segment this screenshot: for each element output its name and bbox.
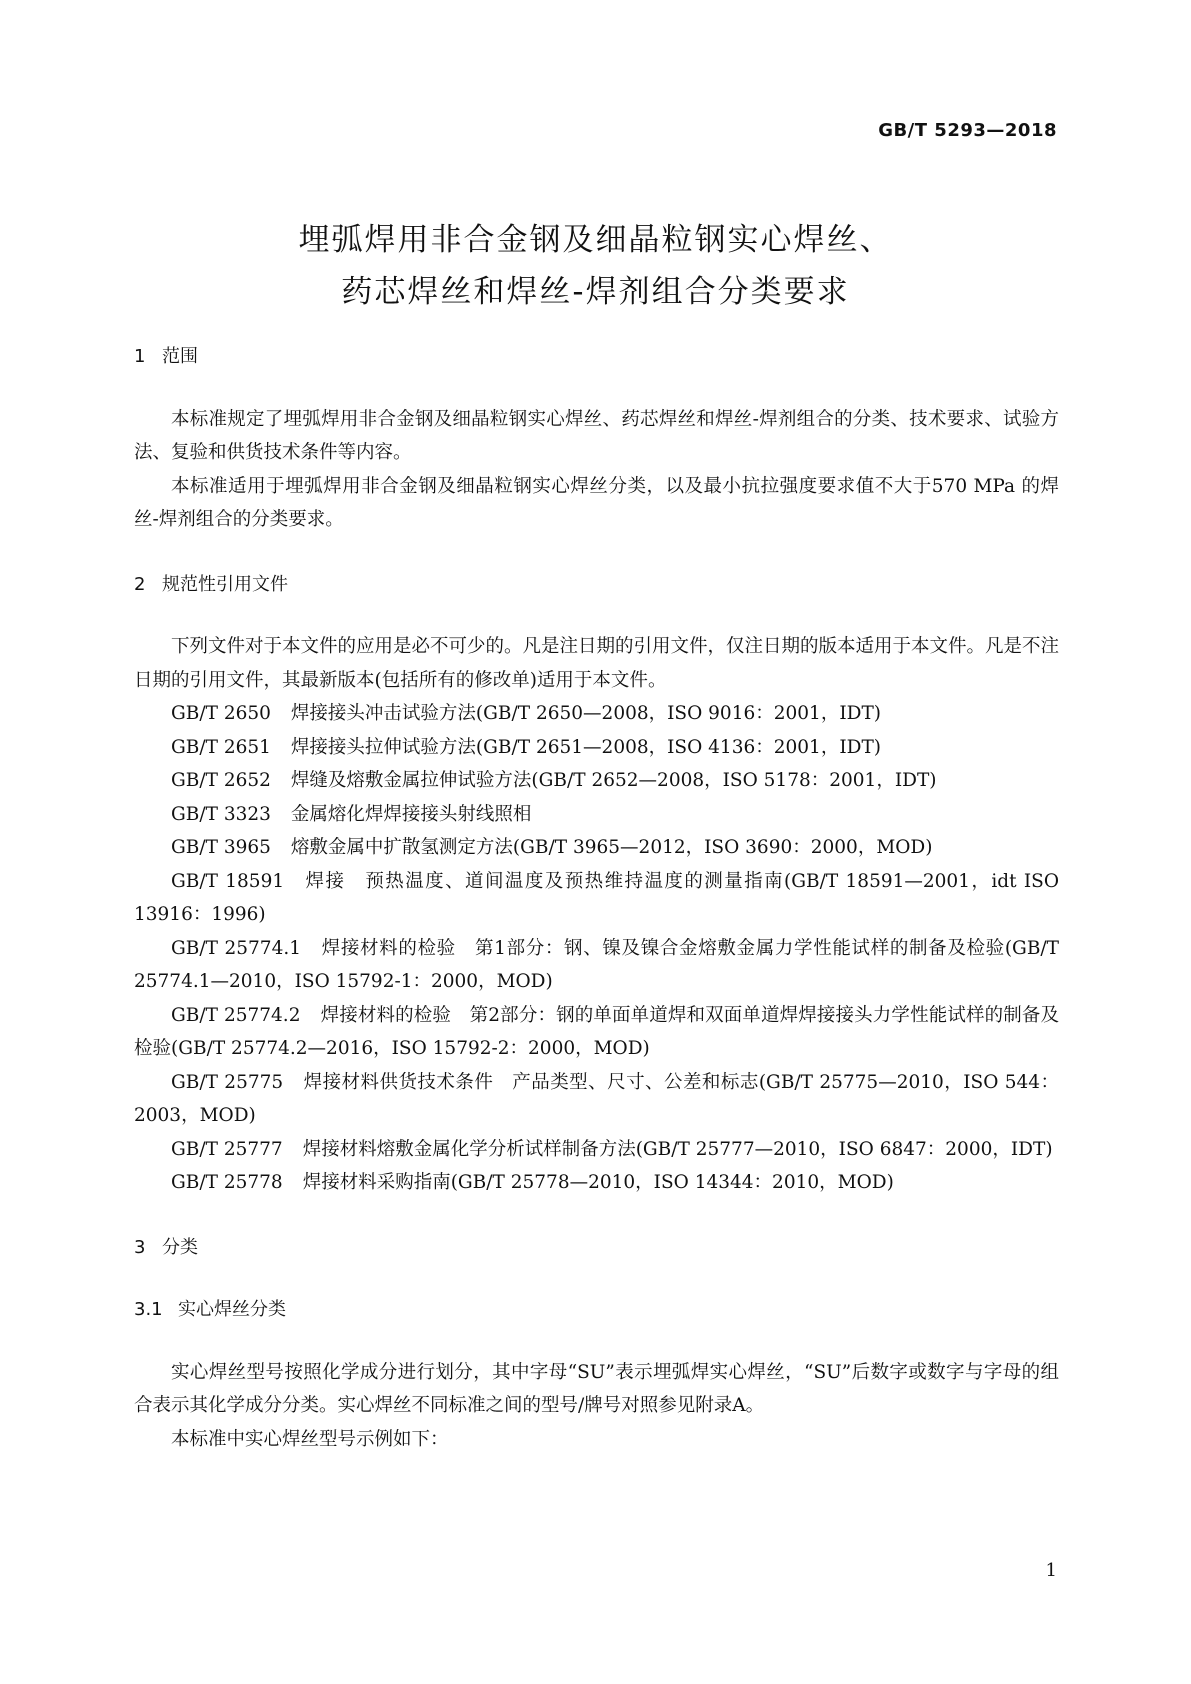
standard-code: GB/T 5293—2018: [878, 120, 1057, 141]
document-title: [0, 214, 1191, 318]
reference-code: GB/T 2651: [171, 736, 271, 758]
reference-item: [134, 1066, 1059, 1133]
reference-item: [134, 999, 1059, 1066]
reference-item: [134, 932, 1059, 999]
reference-title: 焊接接头拉伸试验方法(GB/T 2651—2008，ISO 4136：2001，IDT): [290, 736, 882, 758]
reference-item: [134, 865, 1059, 932]
reference-item: [134, 731, 1059, 765]
title-line-1: 埋弧焊用非合金钢及细晶粒钢实心焊丝、: [298, 222, 893, 258]
reference-title: 焊缝及熔敷金属拉伸试验方法(GB/T 2652—2008，ISO 5178：2001，IDT): [290, 770, 937, 791]
reference-item: [134, 798, 1059, 832]
reference-code: GB/T 2652: [171, 770, 271, 791]
reference-code: GB/T 25778: [171, 1172, 283, 1193]
reference-title: 熔敷金属中扩散氢测定方法(GB/T 3965—2012，ISO 3690：2000，MOD): [290, 837, 933, 858]
reference-title: 焊接材料供货技术条件 产品类型、尺寸、公差和标志(GB/T 25775—2010，ISO 544：2003，MOD): [134, 1071, 1059, 1126]
reference-item: [134, 697, 1059, 731]
subsection-heading-solid-wire: [134, 1293, 1059, 1327]
section-number: 1: [134, 346, 146, 367]
scope-paragraph: 本标准适用于埋弧焊用非合金钢及细晶粒钢实心焊丝分类，以及最小抗拉强度要求值不大于570 MPa 的焊丝-焊剂组合的分类要求。: [134, 475, 1059, 530]
reference-title: 金属熔化焊焊接接头射线照相: [290, 803, 532, 825]
reference-title: 焊接材料的检验 第2部分：钢的单面单道焊和双面单道焊焊接接头力学性能试样的制备及检验(GB/T 25774.2—2016，ISO 15792-2：2000，MOD): [134, 1004, 1059, 1059]
reference-code: GB/T 3323: [171, 803, 271, 825]
reference-item: [134, 1166, 1059, 1200]
reference-code: GB/T 2650: [171, 703, 271, 724]
section-number: 2: [134, 573, 146, 595]
section-title: 范围: [162, 346, 198, 367]
reference-code: GB/T 25775: [171, 1071, 284, 1093]
reference-item: [134, 1133, 1059, 1167]
section-title: 分类: [162, 1236, 198, 1258]
reference-title: 焊接材料采购指南(GB/T 25778—2010，ISO 14344：2010，MOD): [302, 1172, 894, 1193]
solid-wire-paragraph: 实心焊丝型号按照化学成分进行划分，其中字母“SU”表示埋弧焊实心焊丝，“SU”后数字或数字与字母的组合表示其化学成分分类。实心焊丝不同标准之间的型号/牌号对照参见附录A。: [134, 1361, 1059, 1416]
references-intro: 下列文件对于本文件的应用是必不可少的。凡是注日期的引用文件，仅注日期的版本适用于本文件。凡是不注日期的引用文件，其最新版本(包括所有的修改单)适用于本文件。: [134, 636, 1060, 691]
reference-code: GB/T 25774.1: [171, 937, 301, 959]
reference-code: GB/T 3965: [171, 837, 271, 858]
document-body: [134, 340, 1059, 1456]
scope-paragraph: 本标准规定了埋弧焊用非合金钢及细晶粒钢实心焊丝、药芯焊丝和焊丝-焊剂组合的分类、技术要求、试验方法、复验和供货技术条件等内容。: [134, 408, 1059, 463]
section-heading-normative-references: [134, 568, 1059, 602]
section-heading-classification: [134, 1231, 1059, 1265]
section-title: 规范性引用文件: [162, 573, 288, 595]
section-heading-scope: [134, 340, 1059, 374]
subsection-title: 实心焊丝分类: [178, 1299, 286, 1320]
solid-wire-paragraph: 本标准中实心焊丝型号示例如下：: [171, 1428, 449, 1450]
subsection-number: 3.1: [134, 1299, 163, 1320]
reference-code: GB/T 25777: [171, 1138, 283, 1160]
section-number: 3: [134, 1236, 146, 1258]
reference-item: [134, 831, 1059, 865]
reference-title: 焊接材料熔敷金属化学分析试样制备方法(GB/T 25777—2010，ISO 6847：2000，IDT): [302, 1138, 1053, 1160]
title-line-2: 药芯焊丝和焊丝-焊剂组合分类要求: [341, 274, 850, 310]
reference-title: 焊接材料的检验 第1部分：钢、镍及镍合金熔敷金属力学性能试样的制备及检验(GB/T 25774.1—2010，ISO 15792-1：2000，MOD): [134, 937, 1059, 992]
reference-title: 焊接 预热温度、道间温度及预热维持温度的测量指南(GB/T 18591—2001，idt ISO 13916：1996): [134, 870, 1059, 925]
page-number: 1: [1045, 1560, 1057, 1581]
reference-code: GB/T 18591: [171, 870, 285, 892]
reference-item: [134, 764, 1059, 798]
reference-title: 焊接接头冲击试验方法(GB/T 2650—2008，ISO 9016：2001，IDT): [290, 703, 882, 724]
reference-code: GB/T 25774.2: [171, 1004, 301, 1026]
